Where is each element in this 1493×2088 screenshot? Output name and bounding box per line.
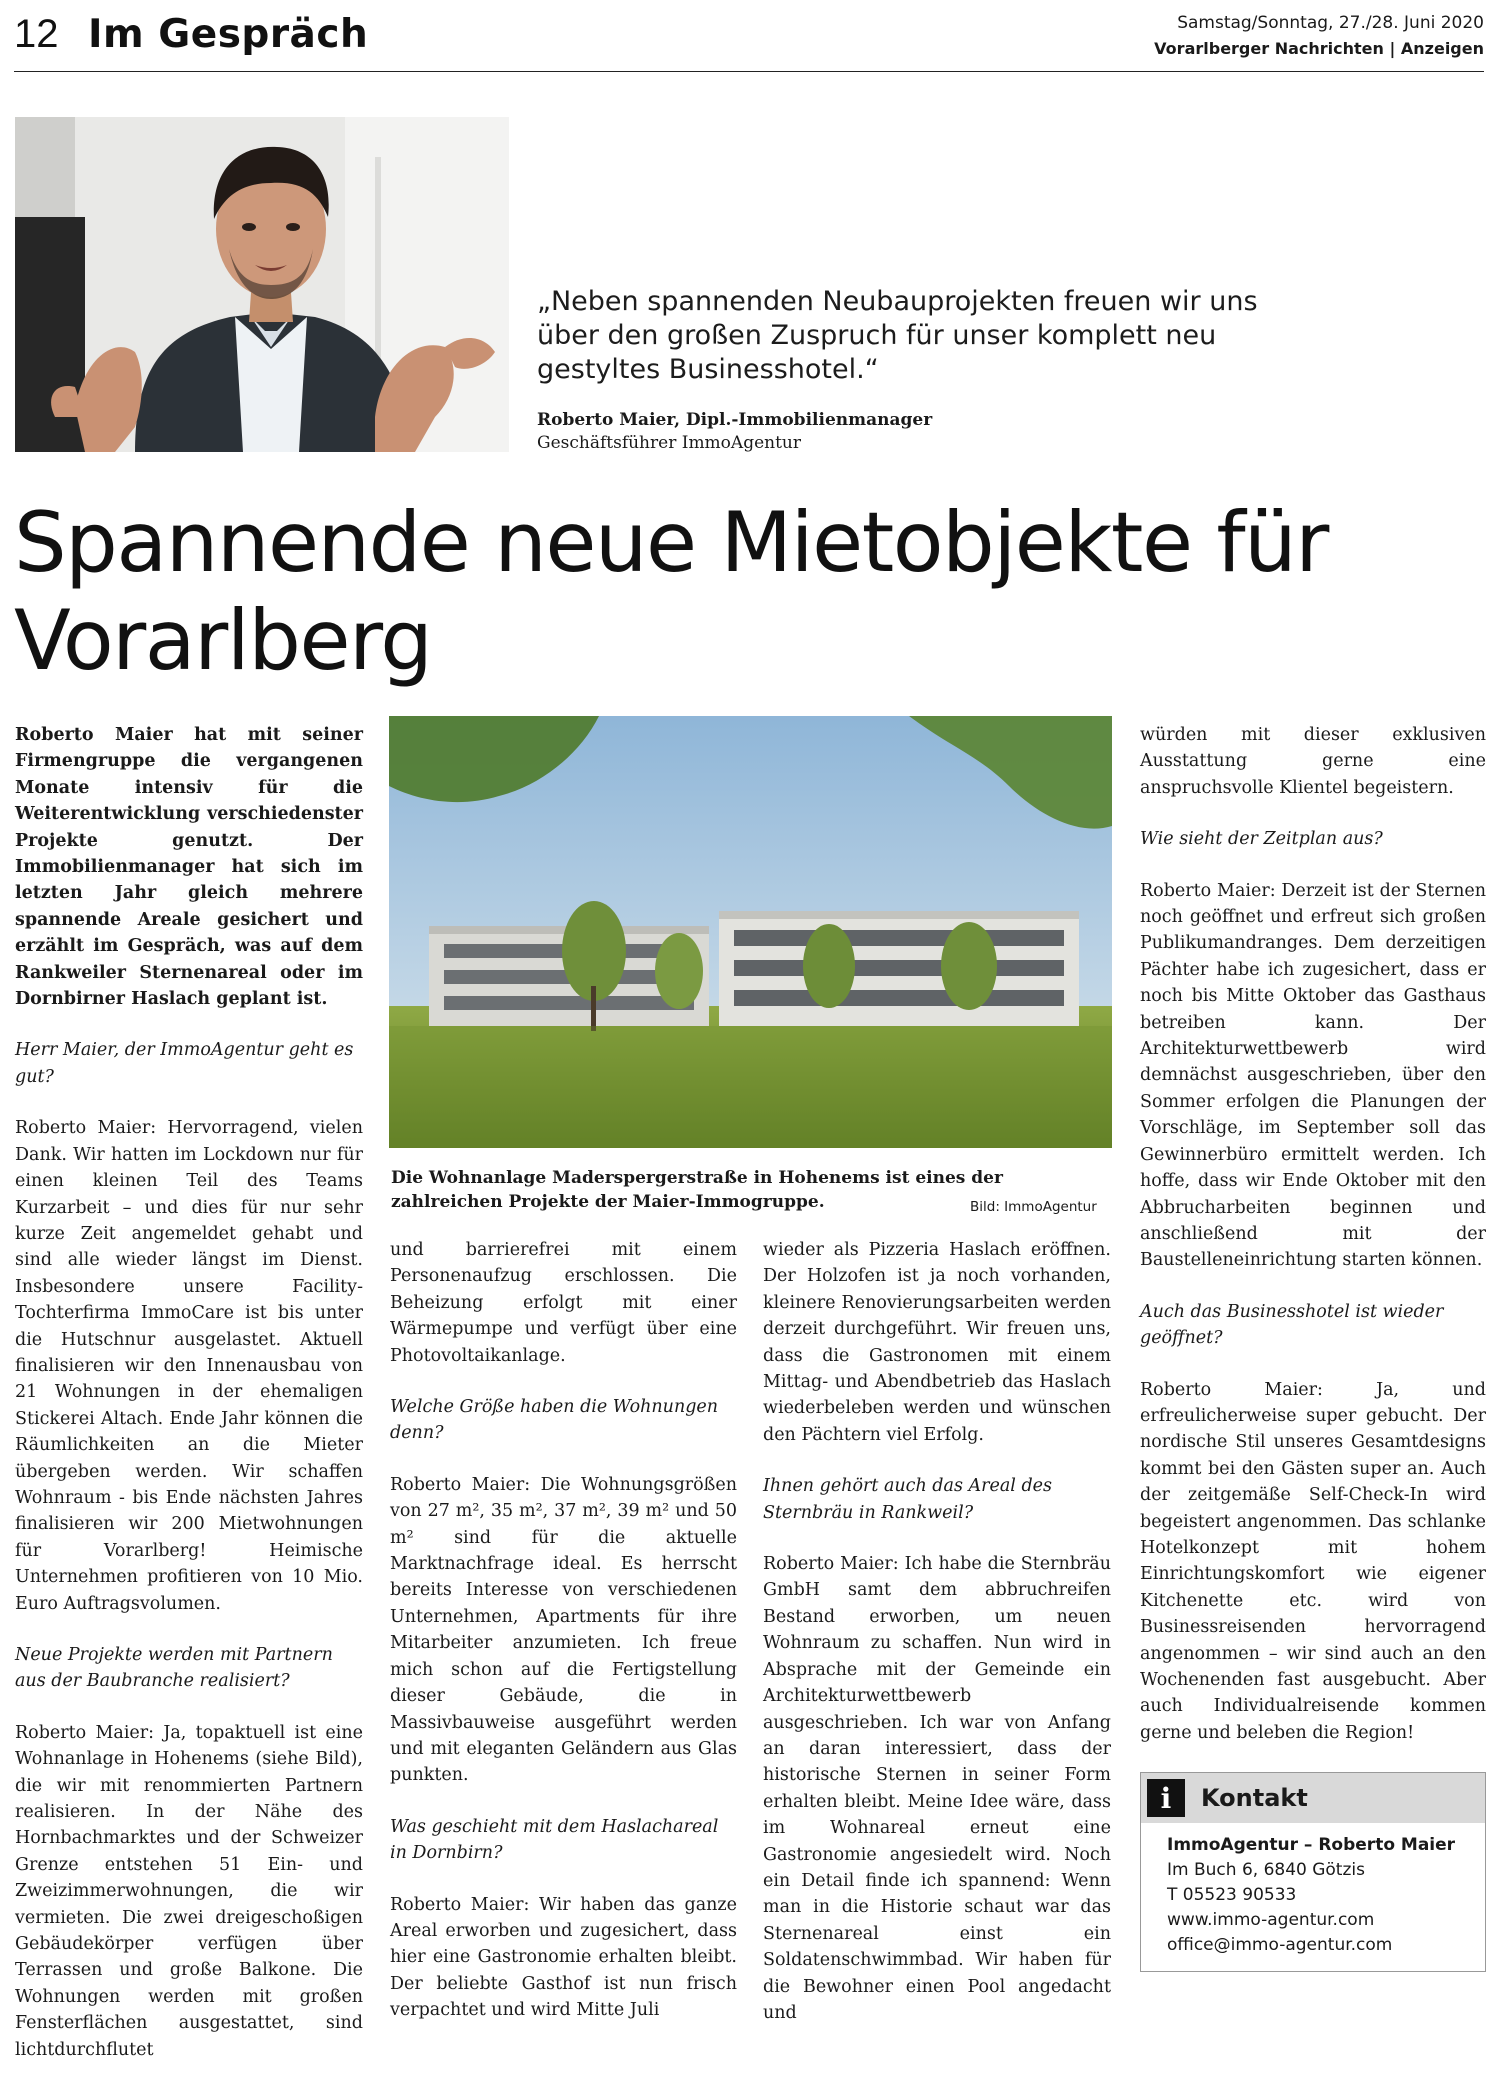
contact-header (1141, 1773, 1485, 1823)
interview-answer: Roberto Maier: Derzeit ist der Sternen noch geöffnet und erfreut sich großen Publikumandranges. Dem derzeitigen Pächter habe ich zugesichert, dass er noch bis Mitte Oktober das Gasthaus betreiben kann. Der Architekturwettbewerb wird demnächst ausgeschrieben, über den Sommer erfolgen die Planungen der Vorschläge, im September soll das Gewinnerbüro ermittelt werden. Ich hoffe, dass wir Ende Oktober mit den Abbrucharbeiten beginnen und anschließend mit der Baustelleneinrichtung starten können. (1140, 880, 1486, 1271)
article-column-4 (1140, 722, 1486, 1771)
interview-question: Auch das Businesshotel ist wieder geöffnet? (1140, 1301, 1444, 1349)
contact-email[interactable]: office@immo-agentur.com (1167, 1935, 1393, 1955)
interview-answer: Roberto Maier: Wir haben das ganze Areal erworben und zugesichert, dass hier eine Gastronomie erhalten bleibt. Der beliebte Gasthof ist nun frisch verpachtet und wird Mitte Juli (390, 1894, 737, 2021)
building-illustration (389, 716, 1112, 1148)
interview-question: Welche Größe haben die Wohnungen denn? (390, 1397, 719, 1444)
pull-quote (537, 285, 1297, 455)
issue-info (1154, 10, 1484, 62)
interview-answer: und barrierefrei mit einem Personenaufzug erschlossen. Die Beheizung erfolgt mit einer Wärmepumpe und verfügt über eine Photovoltaikanlage. (390, 1240, 737, 1366)
interview-answer: Roberto Maier: Die Wohnungsgrößen von 27 m², 35 m², 37 m², 39 m² und 50 m² sind für die aktuelle Marktnachfrage ideal. Es herrscht bereits Interesse von verschiedenen Unternehmen, Apartments für ihre Mitarbeiter anzumieten. Ich freue mich schon auf die Fertigstellung dieser Gebäude, die in Massivbauweise ausgeführt werden und mit eleganten Geländern aus Glas punkten. (390, 1474, 737, 1786)
article-column-2 (390, 1237, 737, 2049)
article-column-1 (15, 722, 363, 2088)
interview-question: Wie sieht der Zeitplan aus? (1140, 829, 1383, 850)
quote-text: „Neben spannenden Neubauprojekten freuen wir uns über den großen Zuspruch für unser komplett neu gestyltes Businesshotel.“ (537, 286, 1258, 385)
contact-phone: T 05523 90533 (1167, 1885, 1297, 1905)
publication-name: Vorarlberger Nachrichten | Anzeigen (1154, 39, 1484, 58)
article-lead: Roberto Maier hat mit seiner Firmengruppe die vergangenen Monate intensiv für die Weiterentwicklung verschiedenster Projekte genutzt. Der Immobilienmanager hat sich im letzten Jahr gleich mehrere spannende Areale gesichert und erzählt im Gespräch, was auf dem Rankweiler Sternenareal oder im Dornbirner Haslach geplant ist. (15, 725, 363, 1010)
article-column-3 (763, 1237, 1111, 2051)
interview-question: Herr Maier, der ImmoAgentur geht es gut? (15, 1040, 354, 1087)
portrait-photo (15, 117, 509, 452)
image-credit: Bild: ImmoAgentur (970, 1199, 1097, 1215)
quote-author: Roberto Maier, Dipl.-Immobilienmanager (537, 410, 933, 430)
interview-answer: wieder als Pizzeria Haslach eröffnen. Der Holzofen ist ja noch vorhanden, kleinere Renovierungsarbeiten werden derzeit durchgeführt. Wir freuen uns, dass die Gastronomen mit einem Mittag- und Abendbetrieb das Haslach wiederbeleben werden und wünschen den Pächtern viel Erfolg. (763, 1240, 1111, 1445)
masthead (14, 8, 1484, 72)
contact-box (1140, 1772, 1486, 1972)
building-rendering (389, 716, 1112, 1148)
image-caption: Die Wohnanlage Maderspergerstraße in Hohenems ist eines der zahlreichen Projekte der Maier-Immogruppe. (391, 1168, 1003, 1212)
headline: Spannende neue Mietobjekte für Vorarlberg (14, 494, 1328, 689)
interview-answer: Roberto Maier: Ich habe die Sternbräu GmbH samt dem abbruchreifen Bestand erworben, um neuen Wohnraum zu schaffen. Nun wird in Absprache mit der Gemeinde ein Architekturwettbewerb ausgeschrieben. Ich war von Anfang an daran interessiert, dass der historische Sternen in seiner Form erhalten bleibt. Meine Idee wäre, dass im Wohnareal erneut eine Gastronomie angesiedelt wird. Noch ein Detail finde ich spannend: Wenn man in die Historie schaut war das Sternenareal einst ein Soldatenschwimmbad. Wir haben für die Bewohner einen Pool angedacht und (763, 1554, 1111, 2023)
contact-title: Kontakt (1201, 1784, 1308, 1812)
interview-answer: Roberto Maier: Hervorragend, vielen Dank. Wir hatten im Lockdown nur für einen kleinen Teil des Teams Kurzarbeit – und dies für nur sehr kurze Zeit angemeldet gehabt und sind alle wieder längst im Dienst. Insbesondere unsere Facility-Tochterfirma ImmoCare ist bis unter die Hutschnur ausgelastet. Aktuell finalisieren wir den Innenausbau von 21 Wohnungen in der ehemaligen Stickerei Altach. Ende Jahr können die Räumlichkeiten an die Mieter übergeben werden. Wir schaffen Wohnraum - bis Ende nächsten Jahres finalisieren wir 200 Mietwohnungen für Vorarlberg! Heimische Unternehmen profitieren von 10 Mio. Euro Auftragsvolumen. (15, 1118, 363, 1614)
page-number: 12 (14, 12, 59, 56)
contact-company: ImmoAgentur – Roberto Maier (1167, 1835, 1456, 1855)
section-title: Im Gespräch (88, 12, 369, 57)
interview-answer: Roberto Maier: Ja, und erfreulicherweise super gebucht. Der nordische Stil unseres Gesamtdesigns kommt bei den Gästen super an. Auch der zeitgemäße Self-Check-In wird begeistert angenommen. Das schlanke Hotelkonzept mit hohem Einrichtungskomfort wie eigener Kitchenette etc. wird von Businessreisenden hervorragend angenommen – wir sind auch an den Wochenenden fast ausgebucht. Aber auch Individualreisende kommen gerne und beleben die Region! (1140, 1379, 1486, 1743)
contact-website[interactable]: www.immo-agentur.com (1167, 1910, 1375, 1930)
interview-answer: Roberto Maier: Ja, topaktuell ist eine Wohnanlage in Hohenems (siehe Bild), die wir mit renommierten Partnern realisieren. In der Nähe des Hornbachmarktes und der Schweizer Grenze entstehen 51 Ein- und Zweizimmerwohnungen, die wir vermieten. Die zwei dreigeschoßigen Gebäudekörper verfügen über Terrassen und große Balkone. Die Wohnungen werden mit großen Fensterflächen ausgestattet, sind lichtdurchflutet (15, 1722, 363, 2060)
contact-details (1141, 1823, 1485, 1958)
interview-question: Was geschieht mit dem Haslachareal in Dornbirn? (390, 1816, 719, 1864)
portrait-illustration (15, 117, 509, 452)
quote-role: Geschäftsführer ImmoAgentur (537, 433, 801, 453)
contact-address: Im Buch 6, 6840 Götzis (1167, 1860, 1365, 1880)
interview-answer: würden mit dieser exklusiven Ausstattung gerne eine anspruchsvolle Klientel begeistern. (1140, 725, 1486, 798)
interview-question: Neue Projekte werden mit Partnern aus der Baubranche realisiert? (15, 1645, 333, 1692)
info-icon: i (1147, 1779, 1185, 1817)
interview-question: Ihnen gehört auch das Areal des Sternbräu in Rankweil? (763, 1476, 1052, 1523)
issue-date: Samstag/Sonntag, 27./28. Juni 2020 (1177, 13, 1484, 33)
